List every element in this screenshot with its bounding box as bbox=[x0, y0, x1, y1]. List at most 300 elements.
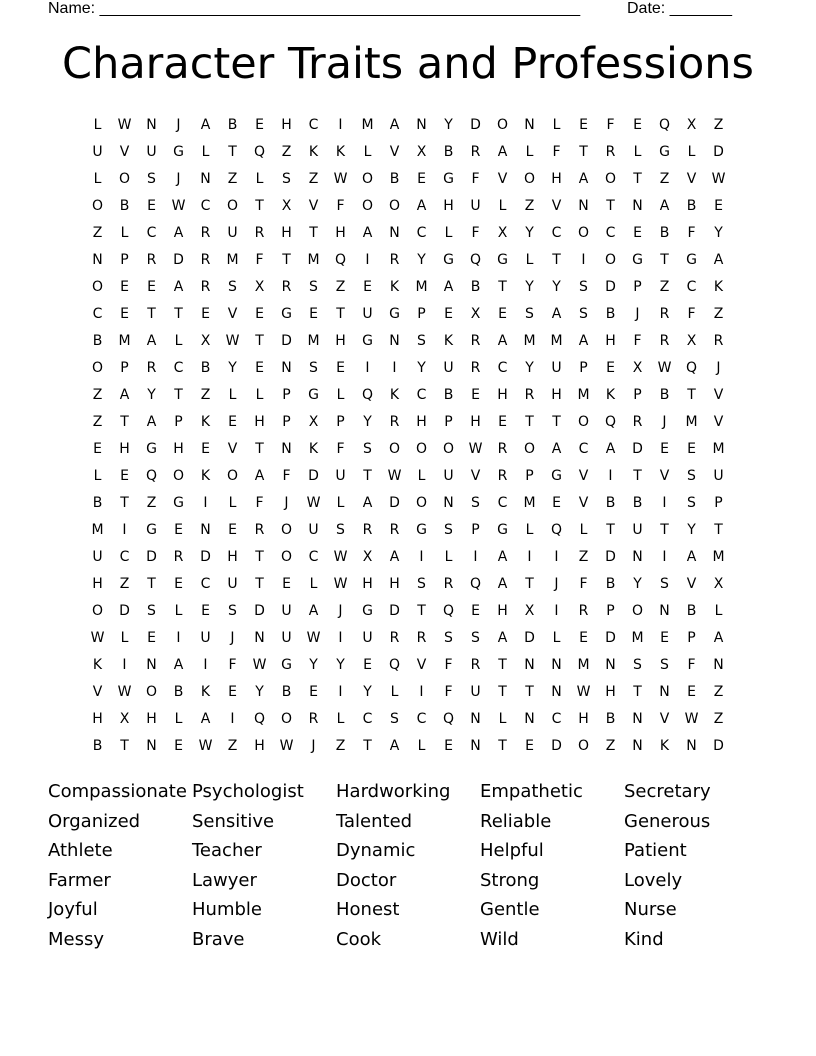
grid-letter: C bbox=[416, 225, 427, 241]
grid-letter: C bbox=[119, 549, 130, 565]
grid-letter: O bbox=[118, 171, 131, 187]
grid-letter: Z bbox=[227, 738, 238, 754]
grid-letter: Z bbox=[308, 171, 319, 187]
grid-letter: R bbox=[173, 549, 184, 565]
grid-letter: S bbox=[633, 657, 642, 673]
grid-letter: S bbox=[309, 360, 318, 376]
grid-letter: R bbox=[632, 414, 643, 430]
grid-letter: W bbox=[279, 738, 294, 754]
grid-letter: T bbox=[255, 333, 264, 349]
grid-letter: O bbox=[577, 414, 590, 430]
grid-letter: U bbox=[443, 468, 454, 484]
grid-letter: N bbox=[443, 495, 454, 511]
grid-letter: O bbox=[415, 441, 428, 457]
grid-letter: G bbox=[173, 495, 184, 511]
grid-letter: E bbox=[120, 279, 129, 295]
grid-letter: N bbox=[254, 630, 265, 646]
grid-letter: W bbox=[306, 630, 321, 646]
grid-letter: B bbox=[200, 360, 211, 376]
grid-letter: A bbox=[551, 441, 562, 457]
grid-letter: F bbox=[336, 441, 345, 457]
grid-letter: W bbox=[576, 684, 591, 700]
grid-letter: A bbox=[389, 549, 400, 565]
grid-letter: S bbox=[579, 279, 588, 295]
grid-letter: B bbox=[686, 603, 697, 619]
grid-letter: H bbox=[605, 684, 616, 700]
grid-letter: E bbox=[93, 441, 102, 457]
grid-letter: P bbox=[120, 360, 129, 376]
grid-letter: G bbox=[497, 252, 508, 268]
grid-letter: O bbox=[523, 441, 536, 457]
grid-letter: F bbox=[687, 657, 696, 673]
grid-letter: Z bbox=[200, 387, 211, 403]
grid-letter: D bbox=[146, 549, 157, 565]
word-bank-item: Empathetic bbox=[480, 781, 583, 802]
grid-letter: U bbox=[470, 198, 481, 214]
grid-letter: E bbox=[552, 495, 561, 511]
grid-letter: C bbox=[416, 387, 427, 403]
grid-letter: A bbox=[254, 468, 265, 484]
grid-letter: D bbox=[632, 441, 643, 457]
grid-letter: K bbox=[200, 468, 211, 484]
grid-letter: T bbox=[552, 414, 561, 430]
grid-letter: A bbox=[173, 657, 184, 673]
grid-letter: E bbox=[255, 117, 264, 133]
grid-letter: L bbox=[255, 387, 264, 403]
grid-letter: U bbox=[227, 225, 238, 241]
grid-letter: D bbox=[605, 549, 616, 565]
grid-letter: S bbox=[687, 468, 696, 484]
grid-letter: H bbox=[389, 576, 400, 592]
grid-letter: V bbox=[470, 468, 481, 484]
grid-letter: M bbox=[307, 333, 320, 349]
grid-letter: N bbox=[389, 333, 400, 349]
word-bank-item: Kind bbox=[624, 928, 664, 950]
word-bank-item: Hardworking bbox=[336, 781, 451, 802]
grid-letter: N bbox=[632, 738, 643, 754]
grid-letter: J bbox=[662, 414, 667, 430]
word-bank-item: Organized bbox=[48, 810, 141, 832]
grid-letter: T bbox=[633, 468, 642, 484]
grid-letter: L bbox=[309, 576, 318, 592]
grid-letter: E bbox=[714, 198, 723, 214]
grid-letter: I bbox=[392, 360, 397, 376]
grid-letter: O bbox=[226, 468, 239, 484]
grid-letter: B bbox=[605, 495, 616, 511]
grid-letter: I bbox=[473, 549, 478, 565]
grid-letter: P bbox=[282, 414, 291, 430]
grid-letter: H bbox=[416, 414, 427, 430]
grid-letter: D bbox=[605, 630, 616, 646]
grid-letter: K bbox=[389, 387, 400, 403]
grid-letter: T bbox=[498, 657, 507, 673]
grid-letter: I bbox=[527, 549, 532, 565]
grid-letter: G bbox=[281, 306, 292, 322]
grid-letter: S bbox=[687, 495, 696, 511]
grid-letter: E bbox=[660, 630, 669, 646]
grid-letter: G bbox=[443, 171, 454, 187]
word-bank-item: Strong bbox=[480, 869, 540, 891]
grid-letter: T bbox=[174, 306, 183, 322]
grid-letter: R bbox=[281, 279, 292, 295]
grid-letter: E bbox=[147, 630, 156, 646]
grid-letter: R bbox=[200, 225, 211, 241]
grid-letter: A bbox=[659, 198, 670, 214]
grid-letter: Y bbox=[633, 576, 642, 592]
grid-letter: F bbox=[606, 117, 615, 133]
grid-letter: Z bbox=[713, 306, 724, 322]
grid-letter: D bbox=[119, 603, 130, 619]
grid-letter: W bbox=[306, 495, 321, 511]
grid-letter: G bbox=[362, 603, 373, 619]
grid-letter: R bbox=[308, 711, 319, 727]
grid-letter: G bbox=[308, 387, 319, 403]
grid-letter: K bbox=[308, 441, 319, 457]
grid-letter: S bbox=[525, 306, 534, 322]
grid-letter: S bbox=[444, 522, 453, 538]
grid-letter: R bbox=[389, 630, 400, 646]
grid-letter: N bbox=[713, 657, 724, 673]
grid-letter: A bbox=[497, 576, 508, 592]
grid-letter: O bbox=[145, 684, 158, 700]
grid-letter: V bbox=[686, 576, 697, 592]
grid-letter: L bbox=[228, 495, 237, 511]
grid-letter: S bbox=[282, 171, 291, 187]
grid-letter: L bbox=[93, 468, 102, 484]
grid-letter: J bbox=[716, 360, 721, 376]
grid-letter: U bbox=[362, 306, 373, 322]
grid-letter: T bbox=[579, 144, 588, 160]
grid-letter: S bbox=[309, 279, 318, 295]
grid-letter: B bbox=[605, 711, 616, 727]
grid-letter: G bbox=[416, 522, 427, 538]
grid-letter: P bbox=[714, 495, 723, 511]
grid-letter: R bbox=[200, 252, 211, 268]
grid-letter: D bbox=[605, 279, 616, 295]
grid-letter: I bbox=[122, 657, 127, 673]
grid-letter: M bbox=[523, 495, 536, 511]
grid-letter: Q bbox=[442, 711, 455, 727]
grid-letter: W bbox=[225, 333, 240, 349]
grid-letter: B bbox=[92, 333, 103, 349]
grid-letter: H bbox=[551, 387, 562, 403]
grid-letter: N bbox=[281, 441, 292, 457]
grid-letter: R bbox=[389, 252, 400, 268]
grid-letter: T bbox=[417, 603, 426, 619]
grid-letter: L bbox=[390, 684, 399, 700]
grid-letter: E bbox=[417, 171, 426, 187]
grid-letter: S bbox=[579, 306, 588, 322]
grid-letter: N bbox=[470, 711, 481, 727]
grid-letter: H bbox=[335, 225, 346, 241]
grid-letter: L bbox=[498, 198, 507, 214]
grid-letter: A bbox=[443, 279, 454, 295]
grid-letter: G bbox=[551, 468, 562, 484]
grid-letter: Q bbox=[442, 603, 455, 619]
grid-letter: A bbox=[119, 387, 130, 403]
grid-letter: N bbox=[632, 549, 643, 565]
grid-letter: N bbox=[551, 684, 562, 700]
grid-letter: K bbox=[335, 144, 346, 160]
grid-letter: E bbox=[147, 279, 156, 295]
grid-letter: M bbox=[577, 657, 590, 673]
word-bank-item: Generous bbox=[624, 810, 711, 832]
word-bank-item: Farmer bbox=[48, 869, 111, 891]
grid-letter: I bbox=[662, 549, 667, 565]
grid-letter: W bbox=[171, 198, 186, 214]
grid-letter: U bbox=[713, 468, 724, 484]
grid-letter: F bbox=[255, 252, 264, 268]
grid-letter: P bbox=[471, 522, 480, 538]
grid-letter: V bbox=[659, 711, 670, 727]
grid-letter: C bbox=[200, 198, 211, 214]
grid-letter: R bbox=[659, 333, 670, 349]
grid-letter: H bbox=[497, 603, 508, 619]
grid-letter: Q bbox=[145, 468, 158, 484]
grid-letter: A bbox=[713, 630, 724, 646]
grid-letter: A bbox=[200, 117, 211, 133]
grid-letter: K bbox=[389, 279, 400, 295]
grid-letter: D bbox=[173, 252, 184, 268]
grid-letter: B bbox=[173, 684, 184, 700]
grid-letter: T bbox=[660, 252, 669, 268]
grid-letter: L bbox=[579, 522, 588, 538]
grid-letter: A bbox=[146, 333, 157, 349]
grid-letter: A bbox=[416, 198, 427, 214]
grid-letter: A bbox=[686, 549, 697, 565]
grid-letter: T bbox=[687, 387, 696, 403]
grid-letter: T bbox=[120, 495, 129, 511]
grid-letter: Y bbox=[714, 225, 723, 241]
grid-letter: P bbox=[120, 252, 129, 268]
grid-letter: R bbox=[605, 144, 616, 160]
grid-letter: D bbox=[713, 144, 724, 160]
grid-letter: M bbox=[523, 333, 536, 349]
grid-letter: I bbox=[608, 468, 613, 484]
grid-letter: I bbox=[203, 495, 208, 511]
grid-letter: M bbox=[91, 522, 104, 538]
grid-letter: U bbox=[470, 684, 481, 700]
grid-letter: K bbox=[92, 657, 103, 673]
grid-letter: Q bbox=[658, 117, 671, 133]
grid-letter: O bbox=[415, 495, 428, 511]
grid-letter: R bbox=[659, 306, 670, 322]
grid-letter: T bbox=[714, 522, 723, 538]
grid-letter: O bbox=[631, 603, 644, 619]
grid-letter: Q bbox=[253, 144, 266, 160]
grid-letter: D bbox=[254, 603, 265, 619]
grid-letter: V bbox=[92, 684, 103, 700]
grid-letter: W bbox=[711, 171, 726, 187]
grid-letter: R bbox=[443, 576, 454, 592]
grid-letter: Z bbox=[659, 171, 670, 187]
grid-letter: L bbox=[228, 387, 237, 403]
grid-letter: H bbox=[146, 711, 157, 727]
grid-letter: E bbox=[579, 630, 588, 646]
grid-letter: Y bbox=[228, 360, 237, 376]
grid-letter: K bbox=[308, 144, 319, 160]
grid-letter: N bbox=[146, 657, 157, 673]
grid-letter: R bbox=[416, 630, 427, 646]
grid-letter: M bbox=[631, 630, 644, 646]
grid-letter: W bbox=[684, 711, 699, 727]
grid-letter: Q bbox=[361, 387, 374, 403]
date-field-label: Date: _______ bbox=[627, 0, 732, 17]
grid-letter: X bbox=[308, 414, 319, 430]
grid-letter: O bbox=[523, 171, 536, 187]
grid-letter: R bbox=[470, 144, 481, 160]
word-bank-item: Helpful bbox=[480, 840, 544, 862]
grid-letter: B bbox=[443, 387, 454, 403]
grid-letter: T bbox=[228, 144, 237, 160]
grid-letter: N bbox=[524, 117, 535, 133]
grid-letter: O bbox=[172, 468, 185, 484]
grid-letter: T bbox=[309, 225, 318, 241]
grid-letter: A bbox=[362, 495, 373, 511]
grid-letter: A bbox=[362, 225, 373, 241]
grid-letter: N bbox=[686, 738, 697, 754]
grid-letter: E bbox=[309, 684, 318, 700]
grid-letter: R bbox=[713, 333, 724, 349]
grid-letter: O bbox=[388, 441, 401, 457]
word-bank-item: Wild bbox=[480, 928, 519, 950]
grid-letter: E bbox=[363, 657, 372, 673]
grid-letter: E bbox=[471, 603, 480, 619]
grid-letter: U bbox=[200, 630, 211, 646]
grid-letter: T bbox=[633, 171, 642, 187]
grid-letter: C bbox=[497, 495, 508, 511]
grid-letter: N bbox=[200, 171, 211, 187]
grid-letter: Y bbox=[525, 279, 534, 295]
grid-letter: T bbox=[255, 198, 264, 214]
grid-letter: R bbox=[497, 468, 508, 484]
grid-letter: Y bbox=[417, 360, 426, 376]
grid-letter: L bbox=[120, 630, 129, 646]
grid-letter: X bbox=[362, 549, 373, 565]
grid-letter: A bbox=[173, 279, 184, 295]
grid-letter: Z bbox=[659, 279, 670, 295]
grid-letter: U bbox=[362, 630, 373, 646]
grid-letter: Z bbox=[713, 117, 724, 133]
grid-letter: T bbox=[255, 576, 264, 592]
grid-letter: I bbox=[554, 603, 559, 619]
grid-letter: I bbox=[122, 522, 127, 538]
grid-letter: E bbox=[363, 279, 372, 295]
grid-letter: Q bbox=[604, 414, 617, 430]
word-bank-item: Talented bbox=[336, 810, 413, 832]
grid-letter: S bbox=[147, 603, 156, 619]
grid-letter: T bbox=[147, 576, 156, 592]
grid-letter: H bbox=[254, 738, 265, 754]
grid-letter: N bbox=[632, 711, 643, 727]
grid-letter: E bbox=[120, 306, 129, 322]
grid-letter: X bbox=[470, 306, 481, 322]
grid-letter: D bbox=[524, 630, 535, 646]
grid-letter: I bbox=[203, 657, 208, 673]
grid-letter: E bbox=[282, 576, 291, 592]
grid-letter: A bbox=[200, 711, 211, 727]
grid-letter: V bbox=[119, 144, 130, 160]
grid-letter: P bbox=[282, 387, 291, 403]
grid-letter: H bbox=[281, 117, 292, 133]
grid-letter: P bbox=[444, 414, 453, 430]
grid-letter: X bbox=[119, 711, 130, 727]
grid-letter: O bbox=[91, 198, 104, 214]
grid-letter: Z bbox=[281, 144, 292, 160]
grid-letter: J bbox=[284, 495, 289, 511]
grid-letter: Y bbox=[309, 657, 318, 673]
grid-letter: A bbox=[713, 252, 724, 268]
grid-letter: E bbox=[201, 306, 210, 322]
grid-letter: Y bbox=[363, 684, 372, 700]
grid-letter: B bbox=[443, 144, 454, 160]
grid-letter: I bbox=[554, 549, 559, 565]
grid-letter: L bbox=[174, 711, 183, 727]
grid-letter: C bbox=[92, 306, 103, 322]
grid-letter: D bbox=[308, 468, 319, 484]
word-bank-item: Gentle bbox=[480, 899, 540, 921]
grid-letter: L bbox=[417, 738, 426, 754]
grid-letter: P bbox=[687, 630, 696, 646]
grid-letter: O bbox=[280, 549, 293, 565]
grid-letter: W bbox=[252, 657, 267, 673]
grid-letter: R bbox=[389, 522, 400, 538]
grid-letter: E bbox=[525, 738, 534, 754]
grid-letter: V bbox=[308, 198, 319, 214]
grid-letter: R bbox=[470, 333, 481, 349]
grid-letter: I bbox=[176, 630, 181, 646]
grid-letter: I bbox=[419, 684, 424, 700]
grid-letter: C bbox=[686, 279, 697, 295]
grid-letter: N bbox=[200, 522, 211, 538]
grid-letter: G bbox=[632, 252, 643, 268]
word-bank-item: Athlete bbox=[48, 840, 113, 862]
grid-letter: I bbox=[230, 711, 235, 727]
grid-letter: Z bbox=[578, 549, 589, 565]
grid-letter: J bbox=[176, 117, 181, 133]
grid-letter: A bbox=[578, 171, 589, 187]
grid-letter: J bbox=[554, 576, 559, 592]
grid-letter: H bbox=[227, 549, 238, 565]
grid-letter: W bbox=[198, 738, 213, 754]
grid-letter: E bbox=[471, 387, 480, 403]
grid-letter: Y bbox=[363, 414, 372, 430]
grid-letter: C bbox=[362, 711, 373, 727]
grid-letter: H bbox=[497, 387, 508, 403]
grid-letter: E bbox=[498, 306, 507, 322]
grid-letter: R bbox=[254, 522, 265, 538]
grid-letter: H bbox=[92, 576, 103, 592]
grid-letter: F bbox=[687, 306, 696, 322]
grid-letter: W bbox=[657, 360, 672, 376]
grid-letter: K bbox=[200, 684, 211, 700]
grid-letter: K bbox=[200, 414, 211, 430]
grid-letter: L bbox=[687, 144, 696, 160]
grid-letter: W bbox=[333, 549, 348, 565]
grid-letter: Z bbox=[335, 279, 346, 295]
grid-letter: M bbox=[685, 414, 698, 430]
grid-letter: O bbox=[280, 711, 293, 727]
grid-letter: E bbox=[255, 306, 264, 322]
grid-letter: P bbox=[336, 414, 345, 430]
grid-letter: C bbox=[173, 360, 184, 376]
grid-letter: F bbox=[579, 576, 588, 592]
grid-letter: C bbox=[308, 117, 319, 133]
grid-letter: G bbox=[362, 333, 373, 349]
grid-letter: S bbox=[660, 576, 669, 592]
grid-letter: E bbox=[687, 684, 696, 700]
grid-letter: C bbox=[605, 225, 616, 241]
